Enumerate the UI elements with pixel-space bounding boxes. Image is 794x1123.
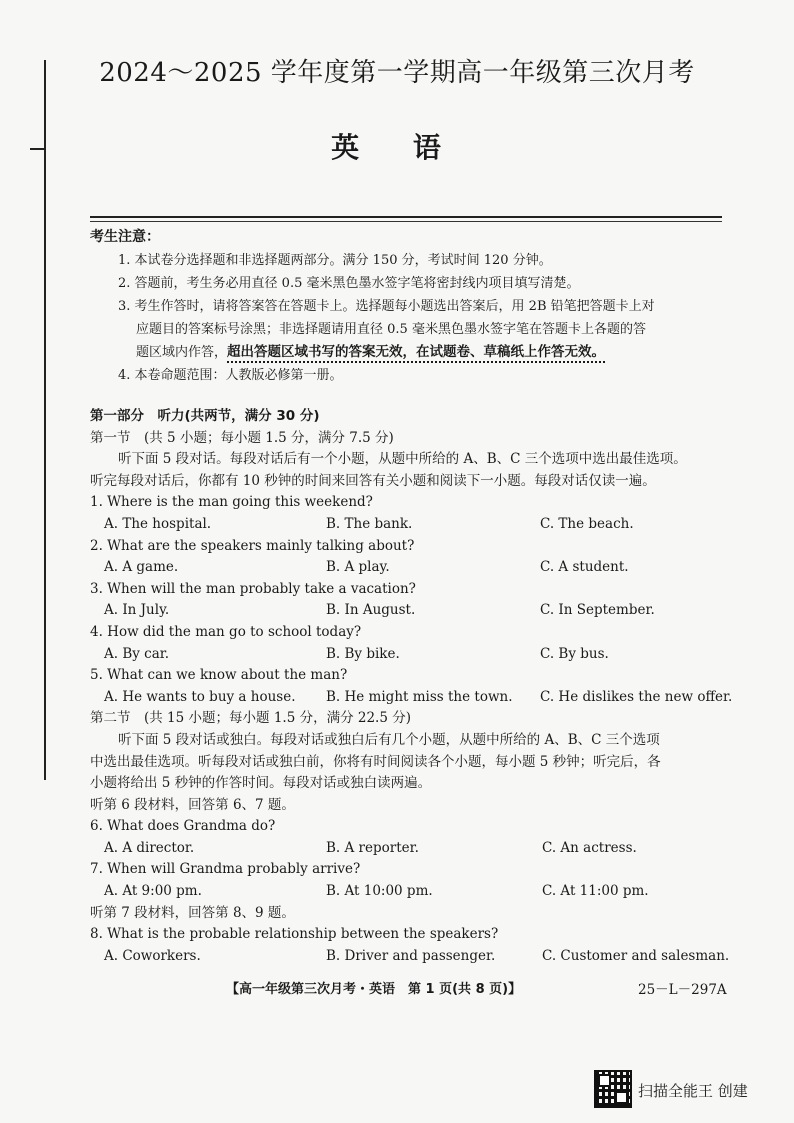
question-7: 7. When will Grandma probably arrive?	[90, 861, 361, 878]
option-c: C. The beach.	[540, 515, 634, 532]
part1-heading: 第一部分 听力(共两节，满分 30 分)	[90, 408, 320, 424]
option-b: B. By bike.	[326, 645, 400, 662]
question-5: 5. What can we know about the man?	[90, 667, 348, 684]
option-c: C. By bus.	[540, 645, 609, 662]
option-a: A. In July.	[104, 602, 170, 619]
option-b: B. At 10:00 pm.	[326, 883, 433, 900]
option-a: A. A game.	[104, 559, 179, 576]
question-4: 4. How did the man go to school today?	[90, 623, 362, 640]
option-b: B. A reporter.	[326, 839, 419, 856]
option-a: A. A director.	[104, 839, 195, 856]
material-6-label: 听第 6 段材料，回答第 6、7 题。	[90, 796, 295, 813]
question-6-options	[90, 838, 750, 860]
footer-page-info: 【高一年级第三次月考・英语 第 1 页(共 8 页)】	[226, 982, 522, 997]
qr-code-icon	[596, 1072, 630, 1106]
option-b: B. In August.	[326, 602, 416, 619]
option-a: A. By car.	[104, 645, 170, 662]
option-c: C. In September.	[540, 602, 655, 619]
option-c: C. A student.	[540, 559, 629, 576]
question-3-options	[90, 600, 750, 622]
option-a: A. He wants to buy a house.	[104, 688, 296, 705]
notice-item-3: 3. 考生作答时，请将答案答在答题卡上。选择题每小题选出答案后，用 2B 铅笔把答题卡上对	[118, 299, 655, 314]
question-2: 2. What are the speakers mainly talking about?	[90, 537, 415, 554]
option-c: C. An actress.	[542, 839, 637, 856]
section2-heading: 第二节 (共 15 小题；每小题 1.5 分，满分 22.5 分)	[90, 710, 411, 727]
question-5-options	[90, 687, 750, 709]
exam-title: 2024～2025 学年度第一学期高一年级第三次月考	[99, 58, 695, 88]
option-b: B. A play.	[326, 559, 390, 576]
option-c: C. At 11:00 pm.	[542, 883, 649, 900]
section1-heading: 第一节 (共 5 小题；每小题 1.5 分，满分 7.5 分)	[90, 429, 394, 446]
section1-instruction-2: 听完每段对话后，你都有 10 秒钟的时间来回答有关小题和阅读下一小题。每段对话仅读一遍。	[90, 472, 656, 489]
exam-content	[90, 406, 750, 967]
question-4-options	[90, 644, 750, 666]
option-b: B. Driver and passenger.	[326, 947, 496, 964]
section2-instruction-3: 小题将给出 5 秒钟的作答时间。每段对话或独白读两遍。	[90, 775, 432, 792]
notice-heading: 考生注意：	[90, 229, 160, 245]
subject-title: 英 语	[331, 131, 463, 164]
option-a: A. At 9:00 pm.	[104, 883, 202, 900]
notice-box	[90, 226, 740, 387]
question-7-options	[90, 881, 750, 903]
notice-item-3-cont: 应题目的答案标号涂黑；非选择题请用直径 0.5 毫米黑色墨水签字笔在答题卡上各题的答	[136, 322, 646, 337]
option-a: A. The hospital.	[104, 515, 212, 532]
option-c: C. Customer and salesman.	[542, 947, 730, 964]
notice-item-3-cont2	[90, 341, 740, 364]
footer-code: 25－L－297A	[638, 982, 727, 998]
section2-instruction-2: 中选出最佳选项。听每段对话或独白前，你将有时间阅读各个小题，每小题 5 秒钟；听完后，各	[90, 753, 661, 770]
notice-item-4: 4. 本卷命题范围：人教版必修第一册。	[118, 368, 343, 383]
option-b: B. He might miss the town.	[326, 688, 513, 705]
material-7-label: 听第 7 段材料，回答第 8、9 题。	[90, 904, 295, 921]
question-1-options	[90, 514, 750, 536]
notice-emphasis: 超出答题区域书写的答案无效，在试题卷、草稿纸上作答无效。	[227, 344, 606, 360]
question-6: 6. What does Grandma do?	[90, 818, 276, 835]
section1-instruction-1: 听下面 5 段对话。每段对话后有一个小题，从题中所给的 A、B、C 三个选项中选出最佳选项。	[118, 451, 687, 468]
question-1: 1. Where is the man going this weekend?	[90, 494, 373, 511]
question-8: 8. What is the probable relationship between the speakers?	[90, 926, 499, 943]
option-b: B. The bank.	[326, 515, 413, 532]
watermark-text: 扫描全能王 创建	[638, 1082, 748, 1100]
header-rule-thin	[90, 221, 722, 222]
question-3: 3. When will the man probably take a vacation?	[90, 580, 416, 597]
notice-item-3-tail: 题区域内作答，	[136, 345, 228, 360]
section2-instruction-1: 听下面 5 段对话或独白。每段对话或独白后有几个小题，从题中所给的 A、B、C 三个选项	[118, 731, 660, 748]
notice-item-1: 1. 本试卷分选择题和非选择题两部分。满分 150 分，考试时间 120 分钟。	[118, 253, 552, 268]
question-8-options	[90, 946, 750, 968]
binding-line	[44, 60, 46, 780]
notice-item-2: 2. 答题前，考生务必用直径 0.5 毫米黑色墨水签字笔将密封线内项目填写清楚。	[118, 276, 580, 291]
option-a: A. Coworkers.	[104, 947, 201, 964]
question-2-options	[90, 557, 750, 579]
header-rule-thick	[90, 216, 722, 218]
option-c: C. He dislikes the new offer.	[540, 688, 733, 705]
